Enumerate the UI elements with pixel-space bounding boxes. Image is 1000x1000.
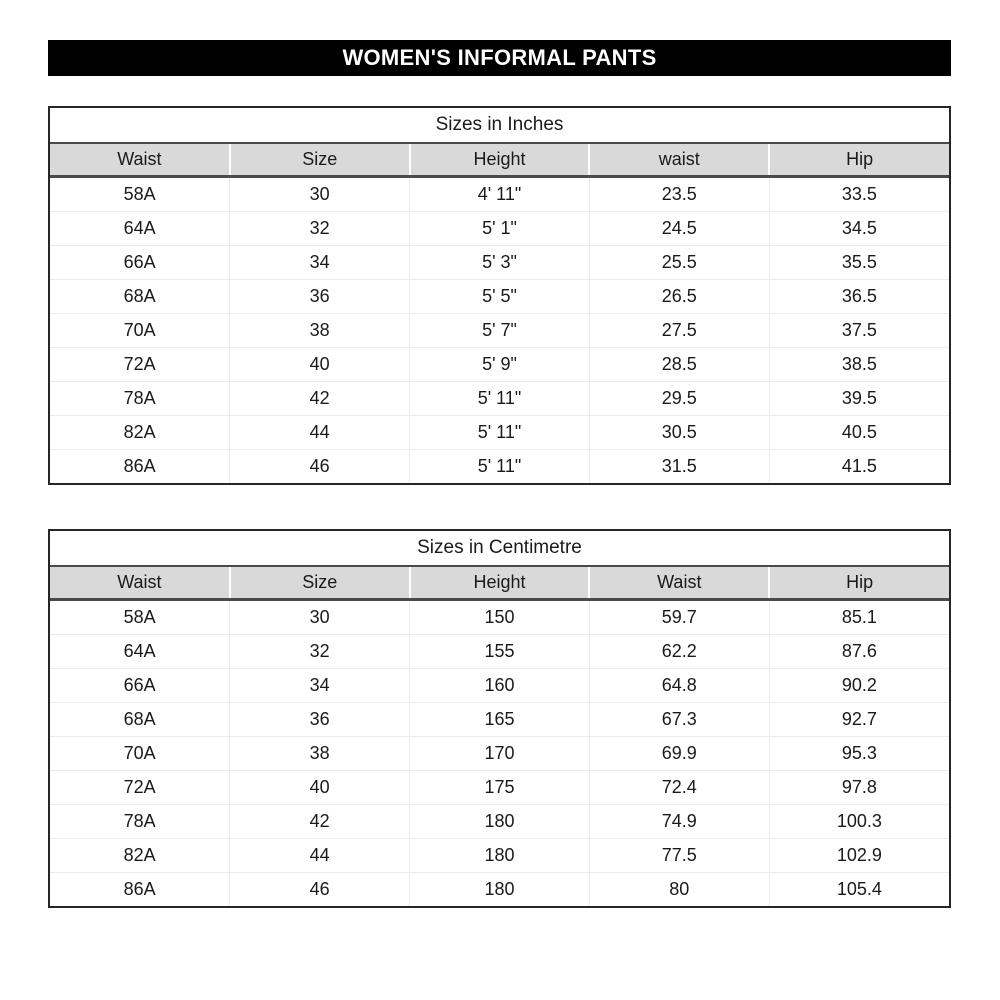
cell: 42 — [230, 805, 410, 839]
cell: 74.9 — [589, 805, 769, 839]
centimetre-table-body — [50, 600, 949, 907]
table-row — [50, 839, 949, 873]
cell: 5' 9" — [410, 348, 590, 382]
cell: 5' 5" — [410, 280, 590, 314]
inches-table-title: Sizes in Inches — [50, 108, 949, 144]
table-row — [50, 635, 949, 669]
cell: 36.5 — [769, 280, 949, 314]
cell: 77.5 — [589, 839, 769, 873]
header-row — [50, 567, 949, 600]
column-header: Waist — [50, 567, 230, 600]
cell: 72.4 — [589, 771, 769, 805]
centimetre-table-header — [50, 567, 949, 600]
cell: 34.5 — [769, 212, 949, 246]
cell: 38 — [230, 314, 410, 348]
cell: 86A — [50, 873, 230, 907]
centimetre-table — [48, 529, 951, 908]
cell: 82A — [50, 416, 230, 450]
cell: 150 — [410, 600, 590, 635]
cell: 70A — [50, 737, 230, 771]
cell: 70A — [50, 314, 230, 348]
inches-table — [48, 106, 951, 485]
cell: 72A — [50, 771, 230, 805]
centimetre-size-table — [50, 567, 949, 906]
table-row — [50, 873, 949, 907]
banner — [48, 40, 951, 76]
cell: 170 — [410, 737, 590, 771]
centimetre-table-title: Sizes in Centimetre — [50, 531, 949, 567]
table-row — [50, 314, 949, 348]
cell: 180 — [410, 839, 590, 873]
cell: 24.5 — [589, 212, 769, 246]
cell: 87.6 — [769, 635, 949, 669]
cell: 58A — [50, 177, 230, 212]
cell: 5' 3" — [410, 246, 590, 280]
cell: 66A — [50, 669, 230, 703]
cell: 69.9 — [589, 737, 769, 771]
cell: 85.1 — [769, 600, 949, 635]
cell: 39.5 — [769, 382, 949, 416]
cell: 66A — [50, 246, 230, 280]
column-header: waist — [589, 144, 769, 177]
cell: 46 — [230, 873, 410, 907]
cell: 5' 11" — [410, 416, 590, 450]
table-row — [50, 246, 949, 280]
cell: 28.5 — [589, 348, 769, 382]
column-header: Waist — [589, 567, 769, 600]
cell: 40 — [230, 348, 410, 382]
cell: 30.5 — [589, 416, 769, 450]
cell: 80 — [589, 873, 769, 907]
table-row — [50, 212, 949, 246]
cell: 175 — [410, 771, 590, 805]
cell: 40.5 — [769, 416, 949, 450]
cell: 180 — [410, 805, 590, 839]
cell: 105.4 — [769, 873, 949, 907]
cell: 44 — [230, 416, 410, 450]
cell: 64A — [50, 212, 230, 246]
inches-table-body — [50, 177, 949, 484]
table-row — [50, 737, 949, 771]
cell: 102.9 — [769, 839, 949, 873]
cell: 30 — [230, 177, 410, 212]
cell: 100.3 — [769, 805, 949, 839]
cell: 64.8 — [589, 669, 769, 703]
cell: 5' 1" — [410, 212, 590, 246]
cell: 34 — [230, 246, 410, 280]
cell: 82A — [50, 839, 230, 873]
table-row — [50, 280, 949, 314]
cell: 23.5 — [589, 177, 769, 212]
column-header: Hip — [769, 144, 949, 177]
table-row — [50, 805, 949, 839]
cell: 31.5 — [589, 450, 769, 484]
cell: 29.5 — [589, 382, 769, 416]
cell: 180 — [410, 873, 590, 907]
table-row — [50, 382, 949, 416]
cell: 5' 11" — [410, 382, 590, 416]
cell: 68A — [50, 703, 230, 737]
cell: 42 — [230, 382, 410, 416]
cell: 27.5 — [589, 314, 769, 348]
column-header: Waist — [50, 144, 230, 177]
cell: 86A — [50, 450, 230, 484]
cell: 58A — [50, 600, 230, 635]
cell: 165 — [410, 703, 590, 737]
cell: 32 — [230, 212, 410, 246]
cell: 44 — [230, 839, 410, 873]
cell: 92.7 — [769, 703, 949, 737]
cell: 41.5 — [769, 450, 949, 484]
banner-title: WOMEN'S INFORMAL PANTS — [342, 45, 657, 70]
cell: 38.5 — [769, 348, 949, 382]
cell: 160 — [410, 669, 590, 703]
table-row — [50, 669, 949, 703]
table-row — [50, 771, 949, 805]
cell: 34 — [230, 669, 410, 703]
column-header: Height — [410, 567, 590, 600]
cell: 46 — [230, 450, 410, 484]
cell: 37.5 — [769, 314, 949, 348]
cell: 68A — [50, 280, 230, 314]
cell: 26.5 — [589, 280, 769, 314]
cell: 59.7 — [589, 600, 769, 635]
cell: 36 — [230, 703, 410, 737]
table-row — [50, 177, 949, 212]
cell: 40 — [230, 771, 410, 805]
cell: 33.5 — [769, 177, 949, 212]
column-header: Height — [410, 144, 590, 177]
cell: 25.5 — [589, 246, 769, 280]
table-row — [50, 348, 949, 382]
cell: 5' 7" — [410, 314, 590, 348]
inches-table-header — [50, 144, 949, 177]
inches-size-table — [50, 144, 949, 483]
cell: 35.5 — [769, 246, 949, 280]
cell: 78A — [50, 805, 230, 839]
cell: 97.8 — [769, 771, 949, 805]
table-row — [50, 600, 949, 635]
cell: 32 — [230, 635, 410, 669]
cell: 5' 11" — [410, 450, 590, 484]
table-row — [50, 703, 949, 737]
column-header: Size — [230, 567, 410, 600]
table-row — [50, 450, 949, 484]
cell: 155 — [410, 635, 590, 669]
cell: 30 — [230, 600, 410, 635]
column-header: Hip — [769, 567, 949, 600]
table-row — [50, 416, 949, 450]
cell: 67.3 — [589, 703, 769, 737]
cell: 95.3 — [769, 737, 949, 771]
cell: 72A — [50, 348, 230, 382]
cell: 78A — [50, 382, 230, 416]
cell: 62.2 — [589, 635, 769, 669]
column-header: Size — [230, 144, 410, 177]
cell: 90.2 — [769, 669, 949, 703]
header-row — [50, 144, 949, 177]
cell: 4' 11" — [410, 177, 590, 212]
cell: 64A — [50, 635, 230, 669]
cell: 38 — [230, 737, 410, 771]
cell: 36 — [230, 280, 410, 314]
